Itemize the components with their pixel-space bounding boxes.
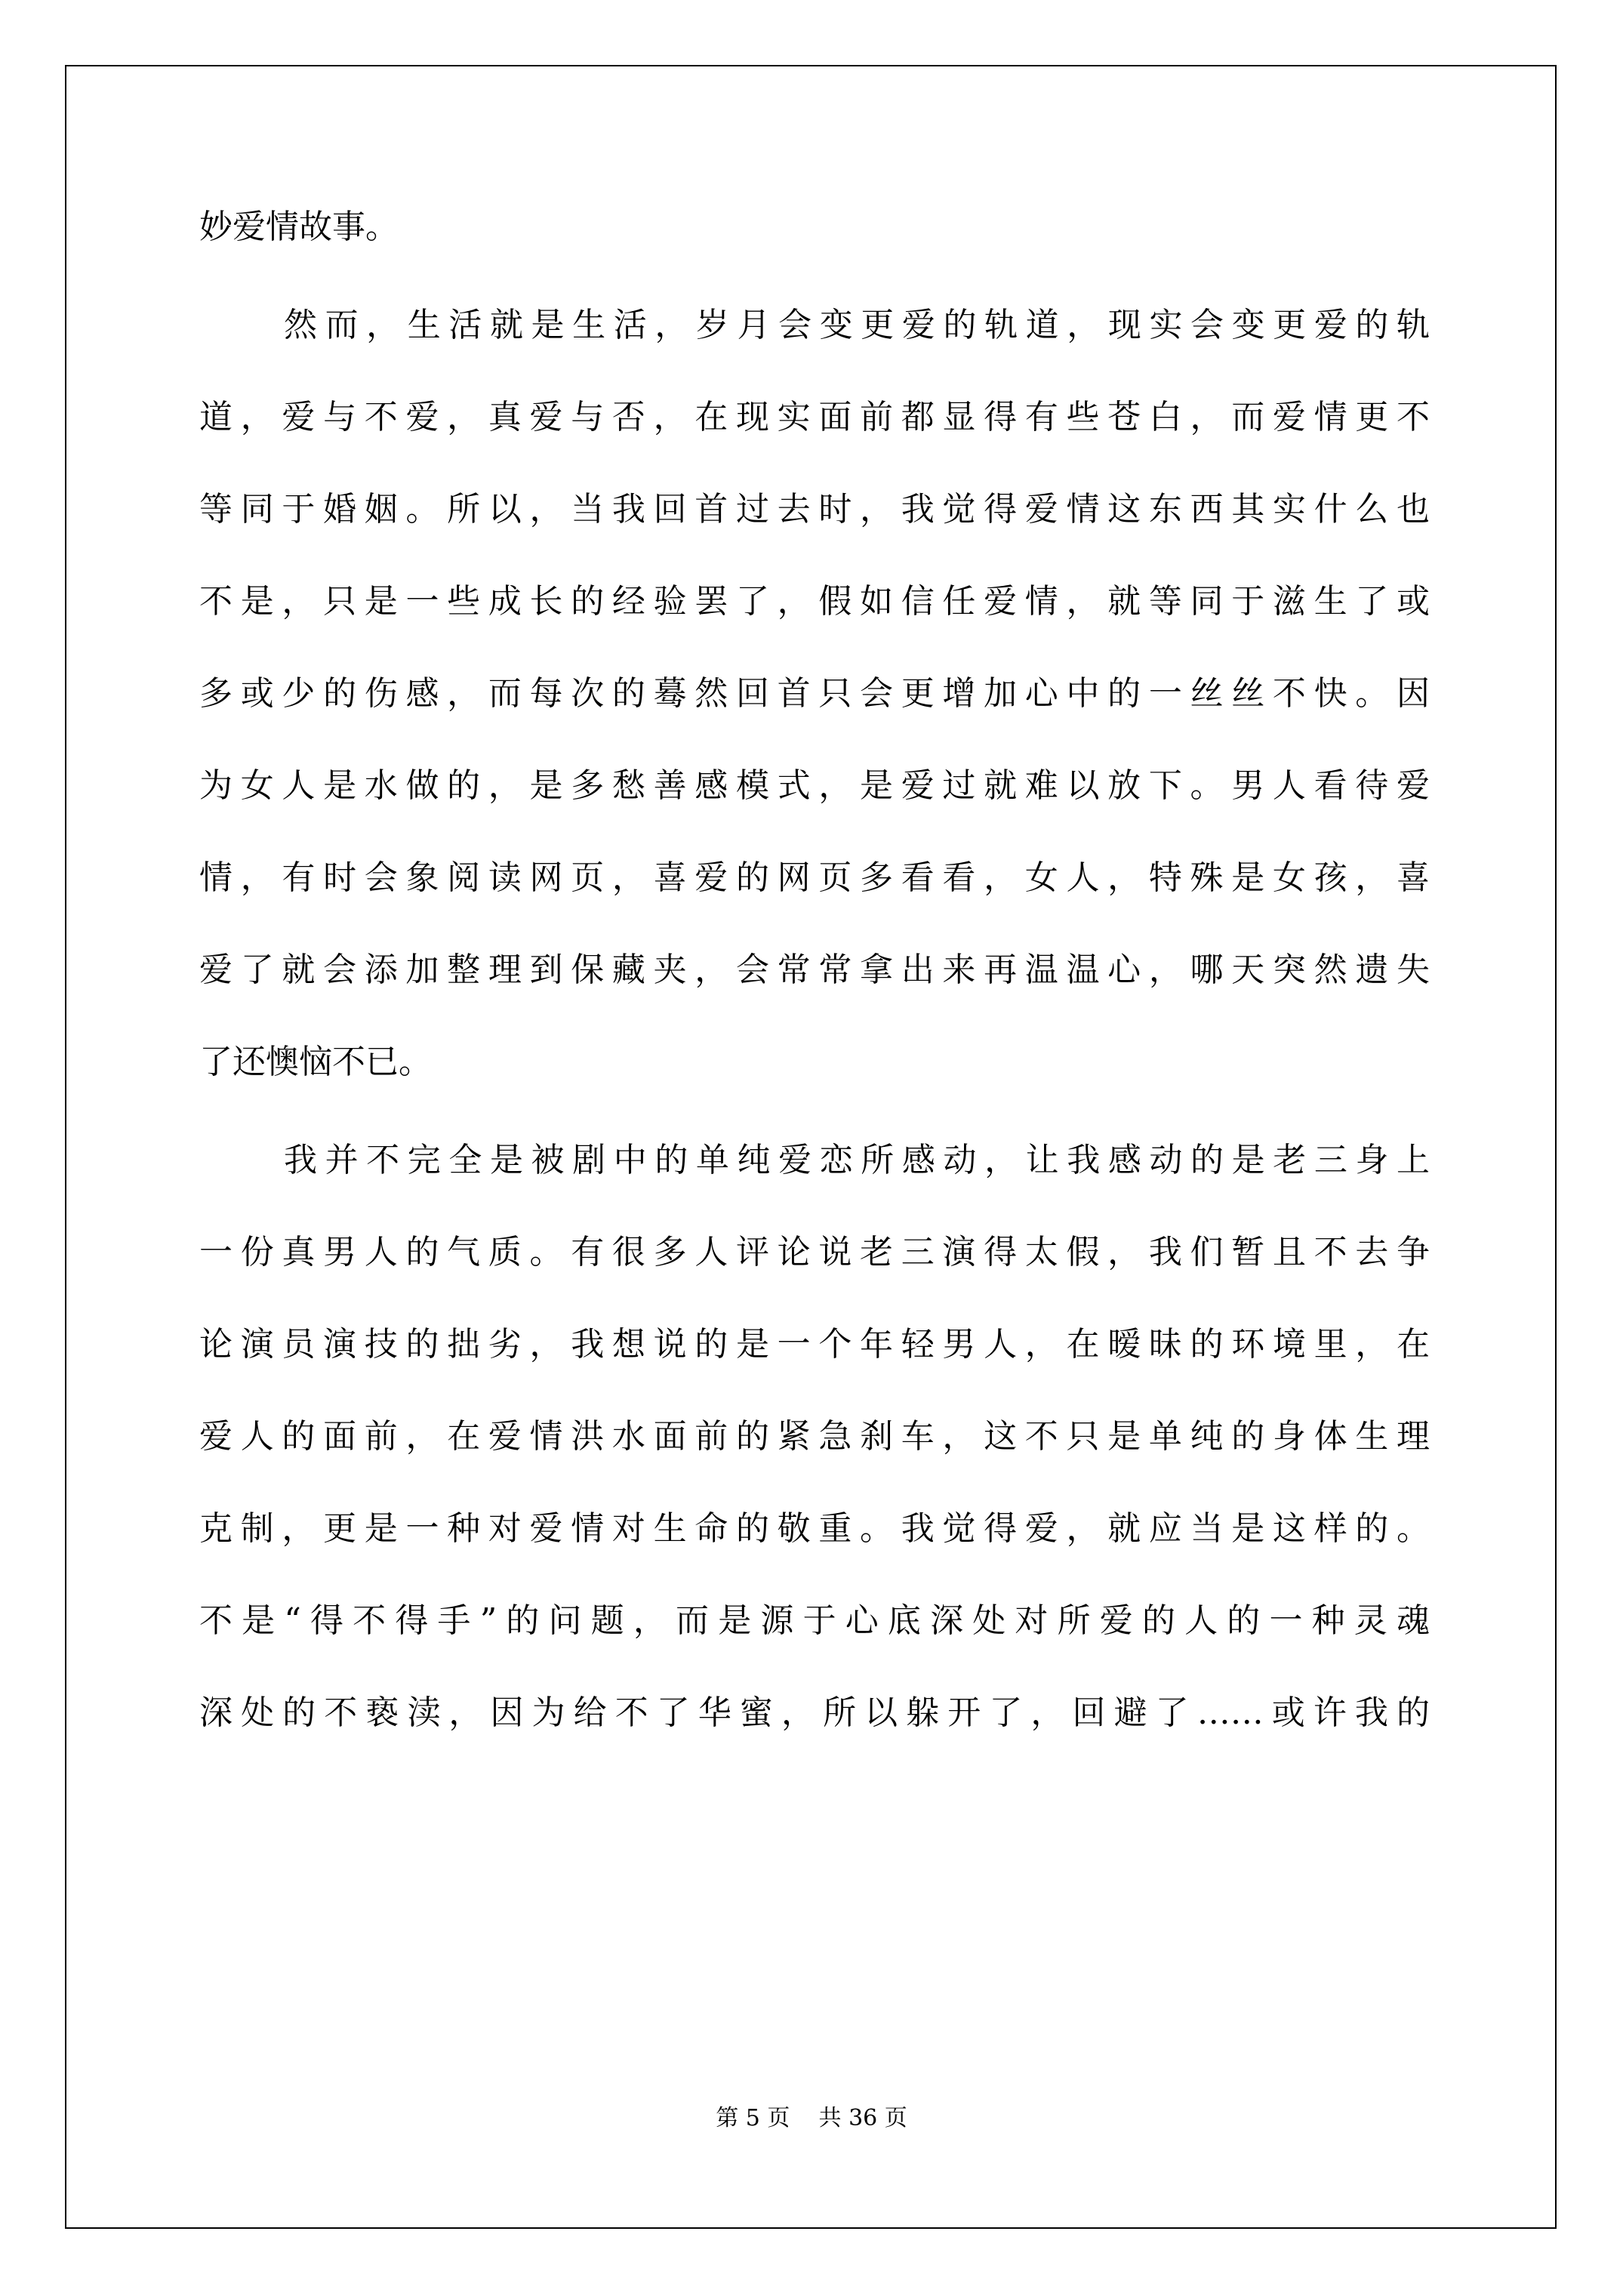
footer-spacer (790, 2105, 818, 2131)
text-line: 不是，只是一些成长的经验罢了，假如信任爱情，就等同于滋生了或 (199, 582, 1430, 621)
page-number: 第 5 页 (716, 2105, 790, 2131)
text-line: 道，爱与不爱，真爱与否，在现实面前都显得有些苍白，而爱情更不 (199, 398, 1430, 436)
text-line: 深处的不亵渎，因为给不了华蜜，所以躲开了，回避了……或许我的 (199, 1693, 1430, 1732)
text-line: 论演员演技的拙劣，我想说的是一个年轻男人，在暧昧的环境里，在 (199, 1325, 1430, 1364)
page-footer (0, 2099, 1623, 2132)
text-line: 我并不完全是被剧中的单纯爱恋所感动，让我感动的是老三身上 (284, 1141, 1430, 1179)
text-line: 妙爱情故事。 (199, 208, 399, 246)
text-line: 不是“得不得手”的问题，而是源于心底深处对所爱的人的一种灵魂 (199, 1601, 1430, 1640)
text-line: 等同于婚姻。所以，当我回首过去时，我觉得爱情这东西其实什么也 (199, 490, 1430, 529)
text-line: 为女人是水做的，是多愁善感模式，是爱过就难以放下。男人看待爱 (199, 766, 1430, 805)
text-line: 爱人的面前，在爱情洪水面前的紧急刹车，这不只是单纯的身体生理 (199, 1417, 1430, 1456)
text-line: 了还懊恼不已。 (199, 1043, 432, 1081)
text-line: 克制，更是一种对爱情对生命的敬重。我觉得爱，就应当是这样的。 (199, 1509, 1430, 1548)
text-line: 爱了就会添加整理到保藏夹，会常常拿出来再温温心，哪天突然遗失 (199, 951, 1430, 989)
text-line: 情，有时会象阅读网页，喜爱的网页多看看，女人，特殊是女孩，喜 (199, 858, 1430, 897)
text-line: 然而，生活就是生活，岁月会变更爱的轨道，现实会变更爱的轨 (284, 306, 1430, 344)
text-line: 多或少的伤感，而每次的蓦然回首只会更增加心中的一丝丝不快。因 (199, 674, 1430, 713)
text-line: 一份真男人的气质。有很多人评论说老三演得太假，我们暂且不去争 (199, 1233, 1430, 1271)
page-total: 共 36 页 (818, 2105, 907, 2131)
